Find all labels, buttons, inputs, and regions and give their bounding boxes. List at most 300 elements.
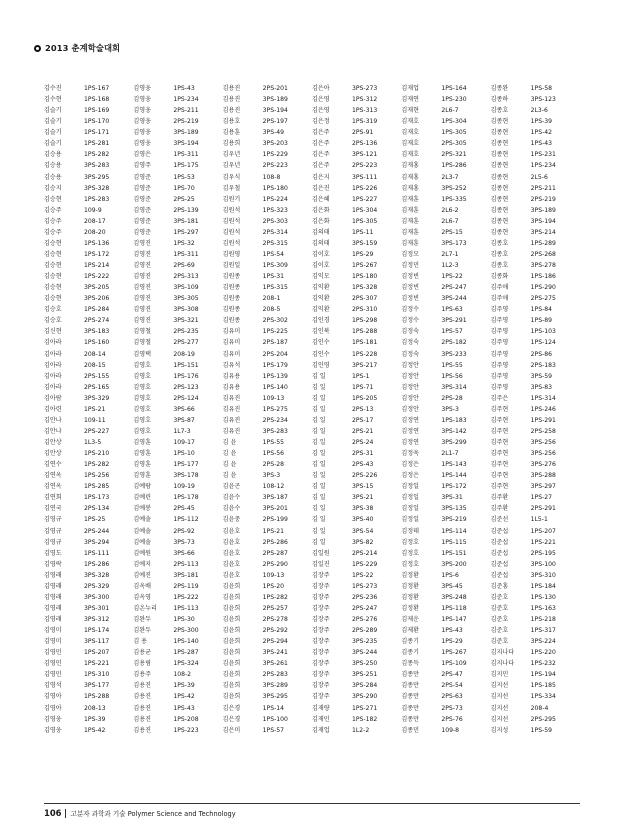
- presentation-code: 2PS-211: [530, 184, 556, 192]
- presentation-code: 2PS-91: [352, 129, 374, 137]
- presentation-code: 2PS-113: [173, 560, 199, 568]
- author-name: 김인북: [311, 328, 330, 336]
- author-name: 김원기: [222, 195, 241, 203]
- author-name: 김주애: [490, 284, 509, 292]
- presentation-code: 1PS-312: [352, 96, 378, 104]
- presentation-code: 109-19: [173, 483, 195, 491]
- author-name: 김종현: [490, 129, 509, 137]
- presentation-code: 3PS-310: [530, 571, 556, 579]
- author-name: 김재훈: [401, 217, 419, 225]
- author-name: 김승현: [44, 295, 62, 303]
- author-name: 김 일: [311, 416, 326, 424]
- presentation-code: 2PS-197: [262, 118, 288, 126]
- presentation-code: 2PS-76: [441, 715, 463, 723]
- author-name: 김윤호: [222, 527, 241, 535]
- author-name: 김승지: [44, 184, 62, 192]
- author-name: 김종만: [401, 682, 419, 690]
- presentation-code: 2PS-13: [352, 405, 374, 413]
- author-name: 김유진: [222, 394, 241, 402]
- presentation-code: 1PS-172: [84, 250, 110, 258]
- presentation-code: 208-13: [84, 704, 106, 712]
- index-row: [44, 172, 580, 183]
- author-name: 김재연: [401, 96, 419, 104]
- index-row: [44, 404, 580, 415]
- index-row: [44, 293, 580, 304]
- author-name: 김인경: [311, 317, 330, 325]
- presentation-code: 1PS-54: [262, 250, 285, 258]
- author-name: 김유미: [222, 350, 241, 358]
- author-name: 김영미: [44, 638, 62, 646]
- presentation-code: 3PS-183: [84, 328, 110, 336]
- presentation-code: 1PS-30: [173, 616, 195, 623]
- author-name: 김아라: [44, 383, 62, 391]
- presentation-code: 1PS-180: [352, 273, 378, 281]
- author-name: 김영래: [44, 593, 62, 601]
- presentation-code: 3PS-173: [441, 239, 467, 247]
- author-name: 김아라: [44, 372, 62, 380]
- author-name: 김영준: [133, 184, 151, 192]
- index-row: [44, 592, 580, 603]
- author-name: 김신현: [44, 328, 62, 336]
- author-name: 김용진: [222, 85, 241, 92]
- author-name: 김용진: [133, 715, 151, 723]
- author-name: 김종기: [401, 638, 419, 646]
- index-row: [44, 559, 580, 570]
- presentation-code: 1PS-304: [352, 206, 378, 214]
- author-name: 김재호: [401, 118, 419, 126]
- presentation-code: 1L7-3: [173, 427, 191, 435]
- author-name: 김안나: [44, 416, 62, 424]
- author-name: 김정빈: [401, 295, 419, 303]
- author-name: 김영민: [44, 671, 62, 679]
- presentation-code: 3PS-244: [441, 295, 467, 303]
- author-name: 김안상: [44, 450, 62, 458]
- presentation-code: 1PS-179: [262, 361, 288, 369]
- index-row: [44, 526, 580, 537]
- author-name: 김은아: [311, 85, 330, 92]
- presentation-code: 2PS-21: [352, 427, 374, 435]
- author-name: 김예지: [133, 560, 151, 568]
- author-name: 김지선: [490, 693, 509, 701]
- presentation-code: 1PS-334: [530, 693, 556, 701]
- presentation-code: 1PS-171: [84, 129, 110, 137]
- author-name: 김영택: [133, 350, 151, 358]
- author-name: 김예솔: [133, 538, 151, 546]
- presentation-code: 3PS-314: [441, 383, 467, 391]
- presentation-code: 2PS-290: [262, 560, 288, 568]
- presentation-code: 2PS-219: [530, 195, 556, 203]
- author-name: 김원석: [222, 217, 241, 225]
- author-name: 김지선: [490, 704, 509, 712]
- presentation-code: 1PS-275: [262, 405, 288, 413]
- index-row: [44, 581, 580, 592]
- index-row: [44, 714, 580, 725]
- presentation-code: 3PS-59: [530, 372, 553, 380]
- presentation-code: 1PS-323: [262, 206, 288, 214]
- author-name: 김정안: [401, 394, 419, 402]
- presentation-code: 3PS-189: [530, 206, 556, 214]
- author-name: 김용균: [133, 649, 151, 657]
- author-name: 김 일: [311, 538, 326, 546]
- index-row: [44, 603, 580, 614]
- presentation-code: 2PS-315: [262, 239, 288, 247]
- presentation-code: 3PS-233: [441, 350, 467, 358]
- index-row: [44, 194, 580, 205]
- presentation-code: 3PS-117: [84, 638, 110, 646]
- presentation-code: 2PS-223: [352, 162, 378, 170]
- author-name: 김윤희: [222, 682, 241, 690]
- author-name: 김종현: [490, 173, 509, 181]
- author-name: 김정호: [401, 560, 419, 568]
- presentation-code: 3PS-135: [441, 505, 467, 513]
- author-name: 김영규: [44, 538, 62, 546]
- presentation-code: 2L1-7: [441, 450, 459, 458]
- presentation-code: 1PS-71: [352, 383, 374, 391]
- author-name: 김종현: [490, 184, 509, 192]
- index-row: [44, 183, 580, 194]
- author-name: 김영규: [44, 527, 62, 535]
- author-name: 김지나다: [490, 660, 515, 668]
- presentation-code: 1PS-317: [530, 627, 556, 635]
- author-name: 김익환: [311, 284, 330, 292]
- presentation-code: 1PS-53: [173, 173, 195, 181]
- presentation-code: 3PS-123: [530, 96, 556, 104]
- presentation-code: 2PS-310: [352, 306, 378, 314]
- presentation-code: 1PS-289: [530, 239, 556, 247]
- index-row: [44, 669, 580, 680]
- index-row: [44, 437, 580, 448]
- author-name: 김예진: [133, 571, 151, 579]
- author-name: 김재호: [401, 129, 419, 137]
- presentation-code: 1PS-221: [84, 660, 110, 668]
- presentation-code: 1PS-208: [173, 715, 199, 723]
- presentation-code: 3PS-3: [441, 405, 459, 413]
- page-number: 106: [44, 808, 62, 818]
- author-name: 김정호: [401, 549, 419, 557]
- author-name: 김연수: [44, 461, 62, 469]
- author-name: 김원종: [222, 317, 241, 325]
- presentation-code: 208-20: [84, 228, 106, 236]
- author-name: 김인수: [311, 339, 330, 347]
- author-name: 김의태: [311, 228, 330, 236]
- presentation-code: 1PS-11: [352, 228, 374, 236]
- author-name: 김종현: [490, 195, 509, 203]
- presentation-code: 2PS-277: [173, 339, 199, 347]
- page-footer: [44, 803, 580, 822]
- presentation-code: 2PS-289: [352, 627, 378, 635]
- author-name: 김승주: [44, 217, 62, 225]
- author-name: 김정태: [401, 527, 419, 535]
- author-name: 김종만: [401, 715, 419, 723]
- presentation-code: 2PS-199: [262, 516, 288, 524]
- author-name: 김 윤: [222, 461, 237, 469]
- author-name: 김장주: [311, 693, 330, 701]
- presentation-code: 3PS-82: [352, 538, 374, 546]
- author-name: 김슬기: [44, 140, 62, 148]
- presentation-code: 1PS-113: [173, 604, 199, 612]
- author-name: 김영웅: [133, 96, 151, 104]
- author-name: 김승호: [44, 306, 62, 314]
- presentation-code: 2PS-295: [530, 715, 556, 723]
- author-name: 김준섭: [490, 549, 509, 557]
- presentation-code: 208-4: [530, 704, 549, 712]
- presentation-code: 2PS-15: [441, 228, 463, 236]
- presentation-code: 3PS-283: [262, 427, 288, 435]
- author-name: 김영철: [133, 328, 151, 336]
- presentation-code: 3PS-83: [530, 383, 553, 391]
- author-name: 김승용: [44, 162, 62, 170]
- index-row: [44, 492, 580, 503]
- author-name: 김용훈: [222, 129, 241, 137]
- presentation-code: 3PS-201: [262, 505, 288, 513]
- index-row: [44, 349, 580, 360]
- presentation-code: 1PS-39: [84, 715, 106, 723]
- author-name: 김영진: [133, 306, 151, 314]
- author-name: 김영호: [133, 394, 151, 402]
- presentation-code: 1PS-284: [84, 306, 110, 314]
- author-name: 김정연: [401, 427, 419, 435]
- presentation-code: 1PS-84: [530, 306, 553, 314]
- author-name: 김주영: [490, 350, 509, 358]
- presentation-code: 1PS-136: [84, 239, 110, 247]
- author-name: 김정수: [401, 306, 419, 314]
- presentation-code: 3PS-159: [352, 239, 378, 247]
- author-name: 김용진: [222, 96, 241, 104]
- author-name: 김주현: [490, 472, 509, 480]
- presentation-code: 1PS-297: [173, 228, 199, 236]
- presentation-code: 1PS-58: [530, 85, 553, 92]
- presentation-code: 3PS-256: [530, 439, 556, 446]
- presentation-code: 2L7-1: [441, 250, 459, 258]
- presentation-code: 3PS-200: [441, 560, 467, 568]
- author-name: 김종만: [401, 671, 419, 679]
- author-index-table: [44, 83, 580, 736]
- author-name: 김승현: [44, 239, 62, 247]
- presentation-code: 1PS-59: [530, 726, 553, 734]
- presentation-code: 3PS-38: [352, 505, 374, 513]
- author-name: 김종득: [401, 660, 419, 668]
- author-name: 김승현: [44, 195, 62, 203]
- author-name: 김윤수: [222, 505, 241, 513]
- author-name: 김승주: [44, 228, 62, 236]
- presentation-code: 2PS-24: [352, 439, 374, 446]
- presentation-code: 2PS-257: [262, 604, 288, 612]
- author-name: 김윤희: [222, 616, 241, 623]
- presentation-code: 2PS-247: [441, 284, 467, 292]
- author-name: 김 일: [311, 405, 326, 413]
- author-name: 김옥영: [133, 593, 151, 601]
- author-name: 김윤곤: [222, 483, 241, 491]
- author-name: 김정일: [401, 505, 419, 513]
- presentation-code: 2PS-155: [84, 372, 110, 380]
- author-name: 김영래: [44, 616, 62, 623]
- presentation-code: 1PS-214: [84, 262, 110, 269]
- presentation-code: 3PS-261: [262, 660, 288, 668]
- index-row: [44, 548, 580, 559]
- author-name: 김주영: [490, 317, 509, 325]
- presentation-code: 1PS-43: [441, 627, 463, 635]
- author-name: 김재홍: [401, 162, 419, 170]
- author-name: 김주현: [490, 461, 509, 469]
- presentation-code: 3PS-299: [441, 439, 467, 446]
- presentation-code: 1PS-151: [173, 361, 199, 369]
- presentation-code: 1PS-287: [173, 649, 199, 657]
- presentation-code: 1PS-315: [262, 284, 288, 292]
- presentation-code: 1PS-169: [84, 107, 110, 115]
- presentation-code: 1PS-176: [173, 372, 199, 380]
- author-name: 김아라: [44, 350, 62, 358]
- presentation-code: 1PS-183: [441, 416, 467, 424]
- index-row: [44, 658, 580, 669]
- presentation-code: 1PS-282: [262, 593, 288, 601]
- author-name: 김정환: [401, 593, 419, 601]
- author-name: 김영주: [133, 162, 151, 170]
- presentation-code: 1PS-118: [441, 604, 467, 612]
- author-name: 김슬기: [44, 107, 62, 115]
- author-name: 김주애: [490, 295, 509, 303]
- author-name: 김 윤: [222, 472, 237, 480]
- presentation-code: 2PS-47: [441, 671, 463, 679]
- author-name: 김슬기: [44, 118, 62, 126]
- author-name: 김영진: [133, 262, 151, 269]
- presentation-code: 2PS-314: [262, 228, 288, 236]
- author-name: 김재업: [401, 85, 419, 92]
- presentation-code: 1PS-225: [262, 328, 288, 336]
- presentation-code: 2PS-63: [441, 693, 463, 701]
- presentation-code: 1PS-42: [173, 693, 195, 701]
- author-name: 김예람: [133, 483, 151, 491]
- index-row: [44, 205, 580, 216]
- author-name: 김준호: [490, 593, 509, 601]
- presentation-code: 1PS-230: [441, 96, 467, 104]
- presentation-code: 1L5-1: [530, 516, 548, 524]
- author-name: 김 일: [311, 439, 326, 446]
- author-name: 김 일: [311, 427, 326, 435]
- presentation-code: 1PS-89: [530, 317, 553, 325]
- index-row: [44, 415, 580, 426]
- presentation-code: 2PS-234: [262, 416, 288, 424]
- presentation-code: 3PS-329: [84, 394, 110, 402]
- presentation-code: 1PS-167: [84, 85, 110, 92]
- presentation-code: 3PS-300: [84, 593, 110, 601]
- presentation-code: 2PS-276: [352, 616, 378, 623]
- author-name: 김주영: [490, 328, 509, 336]
- presentation-code: 3PS-301: [84, 604, 110, 612]
- presentation-code: 1PS-221: [530, 538, 556, 546]
- presentation-code: 2PS-235: [173, 328, 199, 336]
- presentation-code: 1PS-1: [352, 372, 370, 380]
- presentation-code: 1PS-282: [84, 151, 110, 159]
- index-row: [44, 238, 580, 249]
- author-name: 김윤희: [222, 627, 241, 635]
- author-name: 김윤희: [222, 638, 241, 646]
- presentation-code: 1PS-175: [173, 162, 199, 170]
- index-row: [44, 105, 580, 116]
- author-name: 김의태: [311, 239, 330, 247]
- presentation-code: 2PS-287: [262, 549, 288, 557]
- author-name: 김윤수: [222, 494, 241, 502]
- author-name: 김 일: [311, 494, 326, 502]
- presentation-code: 1PS-309: [262, 262, 288, 269]
- author-name: 김익모: [311, 273, 330, 281]
- author-name: 김종기: [401, 649, 419, 657]
- presentation-code: 1PS-55: [262, 439, 285, 446]
- presentation-code: 2PS-195: [530, 549, 556, 557]
- author-name: 김영진: [133, 273, 151, 281]
- author-name: 김주영: [490, 372, 509, 380]
- author-name: 김주영: [490, 339, 509, 347]
- index-row: [44, 725, 580, 736]
- presentation-code: 109-17: [173, 439, 195, 446]
- author-name: 김주환: [490, 505, 509, 513]
- author-name: 김정욱: [401, 450, 419, 458]
- presentation-code: 3PS-321: [173, 317, 199, 325]
- author-name: 김은주: [311, 129, 330, 137]
- presentation-code: 1PS-172: [441, 483, 467, 491]
- presentation-code: 3PS-291: [441, 317, 467, 325]
- author-name: 김아라: [44, 361, 62, 369]
- presentation-code: 208-1: [262, 295, 281, 303]
- author-name: 김종하: [490, 96, 509, 104]
- presentation-code: 1PS-234: [173, 96, 199, 104]
- author-name: 김장주: [311, 593, 330, 601]
- index-row: [44, 448, 580, 459]
- author-name: 김정민: [401, 262, 419, 269]
- author-name: 김윤희: [222, 671, 241, 679]
- author-name: 김재호: [401, 151, 419, 159]
- author-name: 김영호: [133, 427, 151, 435]
- presentation-code: 1PS-43: [173, 85, 195, 92]
- presentation-code: 1PS-182: [352, 715, 378, 723]
- author-name: 김연회: [44, 494, 62, 502]
- author-name: 김영훈: [133, 461, 151, 469]
- author-name: 김주영: [490, 383, 509, 391]
- presentation-code: 3PS-66: [173, 405, 195, 413]
- author-name: 김윤호: [222, 549, 241, 557]
- author-name: 김안상: [44, 439, 62, 446]
- presentation-code: 2PS-45: [173, 505, 195, 513]
- author-name: 김종호: [490, 250, 509, 258]
- author-name: 김수진: [44, 85, 62, 92]
- presentation-code: 2PS-165: [84, 383, 110, 391]
- author-name: 김영아: [44, 704, 62, 712]
- author-name: 김영진: [133, 239, 151, 247]
- author-name: 김영민: [44, 660, 62, 668]
- author-name: 김장주: [311, 682, 330, 690]
- presentation-code: 3PS-235: [352, 638, 378, 646]
- presentation-code: 1PS-207: [84, 649, 110, 657]
- presentation-code: 1PS-160: [84, 339, 110, 347]
- index-row: [44, 149, 580, 160]
- index-row: [44, 636, 580, 647]
- author-name: 김영웅: [133, 129, 151, 137]
- index-row: [44, 537, 580, 548]
- author-name: 김제운: [401, 616, 419, 623]
- author-name: 김영진: [133, 250, 151, 258]
- presentation-code: 1PS-22: [441, 273, 463, 281]
- presentation-code: 109-9: [84, 206, 102, 214]
- presentation-code: 3PS-189: [173, 129, 199, 137]
- author-name: 김은주: [311, 162, 330, 170]
- author-name: 김은화: [311, 206, 330, 214]
- author-name: 김정연: [401, 416, 419, 424]
- author-name: 김원종: [222, 284, 241, 292]
- presentation-code: 1PS-42: [84, 726, 106, 734]
- presentation-code: 3PS-178: [173, 472, 199, 480]
- presentation-code: 2PS-223: [262, 162, 288, 170]
- author-name: 김종화: [490, 273, 509, 281]
- author-name: 김슬기: [44, 129, 62, 137]
